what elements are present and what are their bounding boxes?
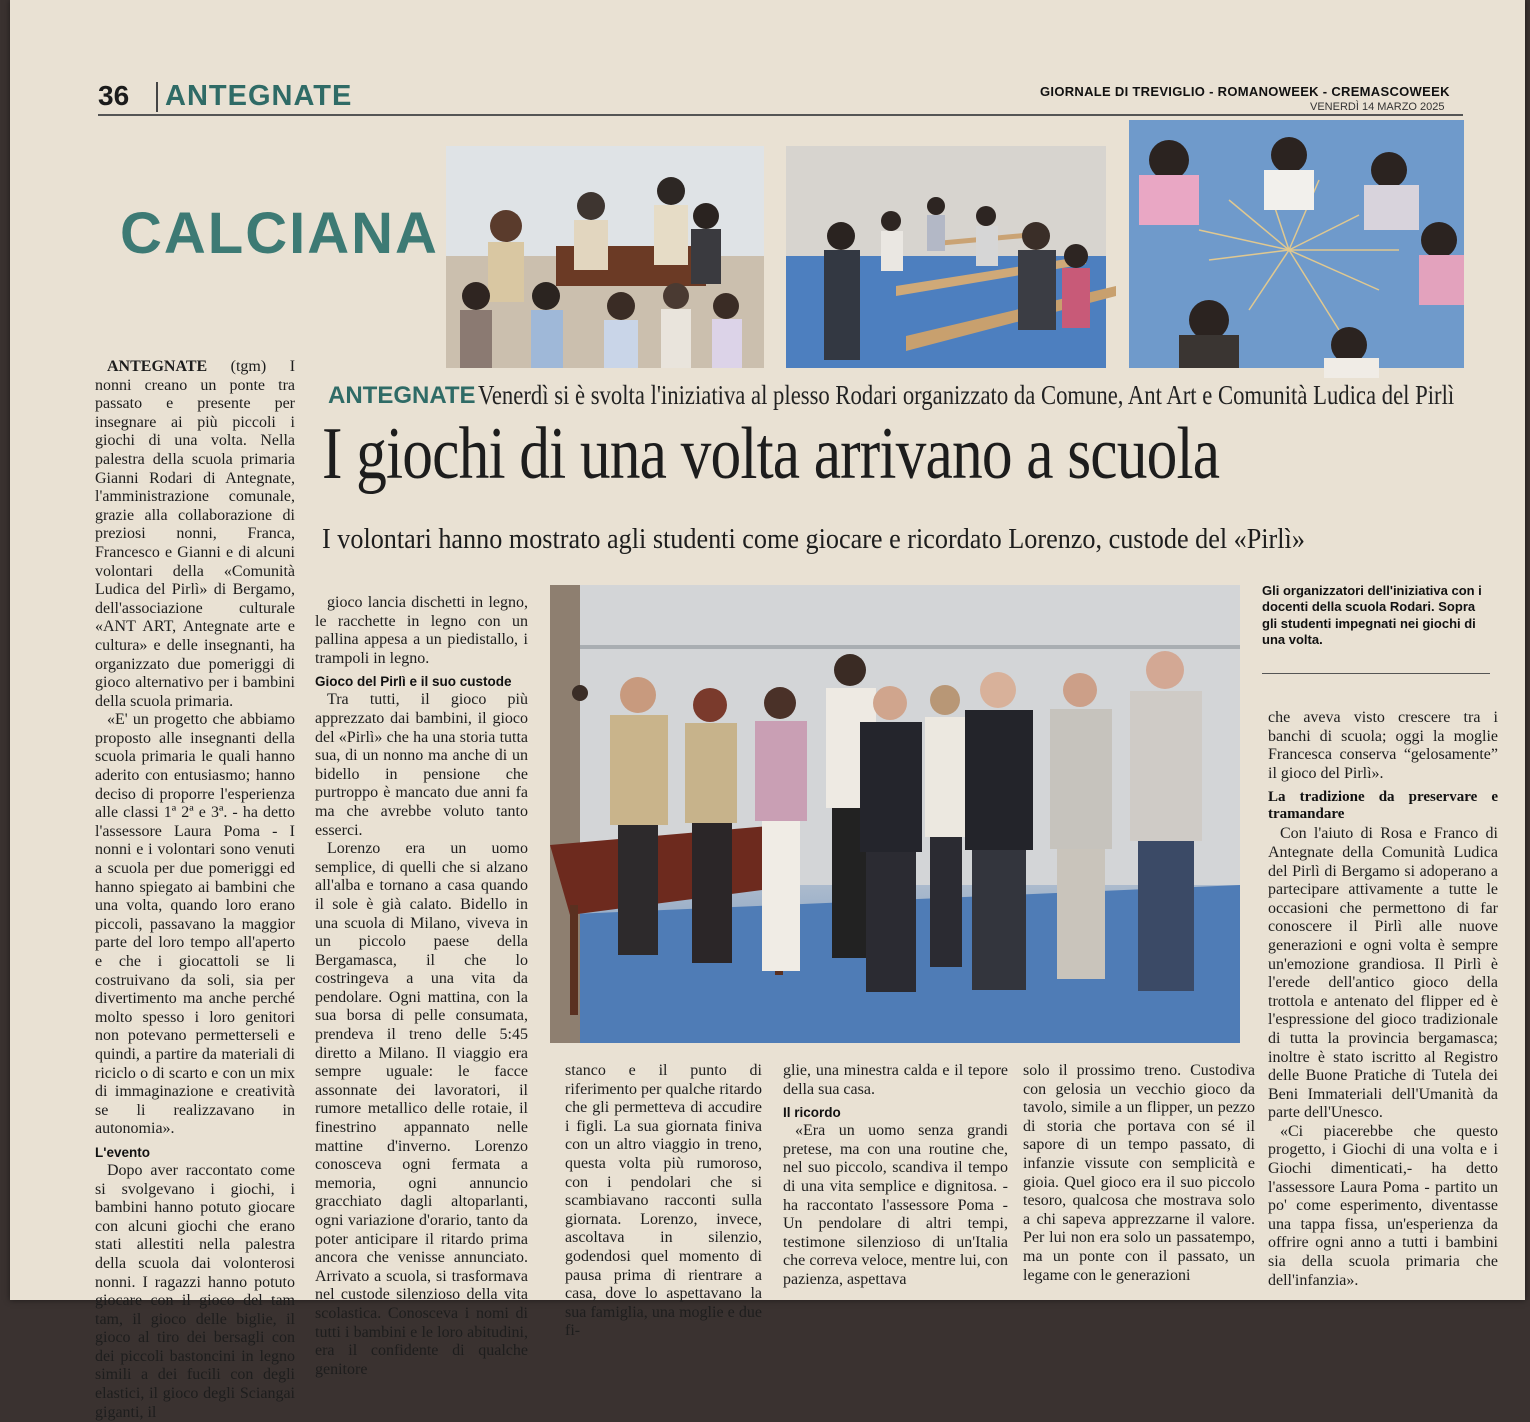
article-column-2 <box>315 594 528 1378</box>
article-column-1 <box>95 358 296 1421</box>
article-column-3 <box>565 1062 762 1340</box>
col3-paragraph-1: stanco e il punto di riferimento per qualche ritardo che gli permetteva di accudire i figli. La sua giornata finiva con un altro viaggio in treno, questa volta più rumoroso, con i pendolari che si scambiavano racconti sulla giornata. Lorenzo, invece, ascoltava in silenzio, godendosi quel momento di pausa prima di rientrare a casa, dove lo aspettavano la sua famiglia, una moglie e due fi- <box>565 1062 762 1340</box>
subheading-evento: L'evento <box>95 1144 150 1160</box>
caption-rule <box>1262 673 1490 674</box>
col6-paragraph-2: Con l'aiuto di Rosa e Franco di Antegnate della Comunità Ludica del Pirlì di Bergamo si adoperano a partecipare attivamente a tutte le occasioni che permettono di far conoscere il Pirlì alle nuove generazioni e ogni volta è sempre un'emozione grandiosa. Il Pirlì è l'erede dell'antico gioco della trottola e antenato del flipper ed è l'espressione del gioco tradizionale di tutta la provincia bergamasca; inoltre è stato iscritto al Registro delle Buone Pratiche di Tutela dei Beni Immateriali dell'Umanità da parte dell'Unesco. <box>1268 825 1498 1122</box>
byline: (tgm) <box>230 358 267 375</box>
col1-paragraph-1: I nonni creano un ponte tra passato e presente per insegnare ai più piccoli i giochi di una volta. Nella palestra della scuola primaria Gianni Rodari di Antegnate, l'amministrazione comunale, grazie alla collaborazione di preziosi nonni, Franca, Francesco e Gianni e di alcuni volontari della «Comunità Ludica del Pirlì» di Bergamo, dell'associazione culturale «ANT ART, Antegnate arte e cultura» e delle insegnanti, ha organizzato due pomeriggi di gioco alternativo per i bambini della scuola primaria. <box>95 358 296 710</box>
article-column-6 <box>1268 709 1498 1299</box>
issue-date: VENERDÌ 14 MARZO 2025 <box>1310 101 1445 113</box>
col1-paragraph-2: «E' un progetto che abbiamo proposto alle insegnanti della scuola primaria le quali hanno aderito con entusiasmo; hanno deciso di proporre l'esperienza alle classi 1ª 2ª e 3ª. - ha detto l'assessore Laura Poma - I nonni e i volontari sono venuti a scuola per due pomeriggi ed hanno spiegato ai bambini che una volta, quando loro erano piccoli, passavano la maggior parte del loro tempo all'aperto e che i giocattoli se li costruivano da soli, sia per divertimento ma anche perché molto spesso i loro genitori non potevano permetterseli e quindi, a partire da materiali di riciclo o di scarto e con un mix di immaginazione e creatività se li realizzavano in autonomia». <box>95 711 295 1138</box>
photo-gym-tables <box>786 146 1106 368</box>
kicker: Venerdì si è svolta l'iniziativa al plesso Rodari organizzato da Comune, Ant Art e Comunità Ludica del Pirlì <box>478 380 1455 410</box>
subheadline: I volontari hanno mostrato agli studenti come giocare e ricordato Lorenzo, custode del «Pirlì» <box>322 524 1305 555</box>
subheading-ricordo: Il ricordo <box>783 1105 841 1121</box>
newspaper-page <box>10 0 1525 1421</box>
col2-paragraph-2: Tra tutti, il gioco più apprezzato dai bambini, il gioco del «Pirlì» che ha una storia tutta sua, di un nonno ma anche di un bidello in pensione che purtroppo è mancato due anni fa ma che avrebbe voluto tanto esserci. <box>315 691 528 839</box>
dateline: ANTEGNATE <box>107 358 208 375</box>
article-column-4 <box>783 1062 1008 1298</box>
col2-paragraph-3: Lorenzo era un uomo semplice, di quelli che si alzano all'alba e tornano a casa quando il sole è già calato. Bidello in una scuola di Milano, viveva in un piccolo paese della Bergamasca, il che lo costringeva a una vita da pendolare. Ogni mattina, con la sua borsa di pelle consumata, prendeva il treno delle 5:45 diretto a Milano. Il viaggio era sempre uguale: le facce assonnate dei lavoratori, il rumore metallico delle rotaie, il finestrino appannato nelle mattine d'inverno. Lorenzo conosceva ogni fermata a memoria, ogni annuncio gracchiato dagli altoparlanti, ogni variazione d'orario, tanto da poter anticipare il ritardo prima ancora che venisse annunciato. Arrivato a scuola, si trasformava nel custode silenzioso della vita scolastica. Conosceva i nomi di tutti i bambini e le loro abitudini, era il confidente di qualche genitore <box>315 840 528 1378</box>
kicker-place: ANTEGNATE <box>328 382 476 409</box>
headline: I giochi di una volta arrivano a scuola <box>322 413 1220 495</box>
newspaper-name: GIORNALE DI TREVIGLIO - ROMANOWEEK - CREMASCOWEEK <box>1040 84 1450 99</box>
page-number: 36 <box>98 80 130 111</box>
photo-kids-game-table-image <box>446 146 764 368</box>
photo-group-organizers <box>550 585 1240 1043</box>
photo-gym-tables-image <box>786 146 1106 368</box>
article-column-5 <box>1023 1062 1255 1298</box>
subheading-tradizione: La tradizione da preservare e tramandare <box>1268 789 1498 823</box>
col4-paragraph-2: «Era un uomo senza grandi pretese, ma con una routine che, nel suo piccolo, scandiva il tempo di una vita semplice e dignitosa. - ha raccontato l'assessore Poma - Un pendolare di altri tempi, testimone silenzioso di un'Italia che correva veloce, mentre lui, con pazienza, aspettava <box>783 1122 1008 1288</box>
col6-paragraph-3: «Ci piacerebbe che questo progetto, i Giochi di una volta e i Giochi dimenticati,- ha detto l'assessore Laura Poma - partito un po' come esperimento, diventasse una tappa fissa, un'esperienza da offrire ogni anno a tutti i bambini sia della scuola primaria che dell'infanzia». <box>1268 1122 1498 1289</box>
col6-paragraph-1: che aveva visto crescere tra i banchi di scuola; oggi la moglie Francesca conserva “gelosamente” il gioco del Pirlì». <box>1268 709 1498 782</box>
place-label: CALCIANA <box>120 201 439 266</box>
place-label-box <box>102 148 439 348</box>
subheading-pirli: Gioco del Pirlì e il suo custode <box>315 674 512 690</box>
col2-paragraph-1: gioco lancia dischetti in legno, le racchette in legno con un pallina appesa a un piedistallo, i trampoli in legno. <box>315 594 528 667</box>
photo-group-organizers-image <box>550 585 1240 1043</box>
header-divider <box>156 82 158 112</box>
col4-paragraph-1: glie, una minestra calda e il tepore della sua casa. <box>783 1062 1008 1098</box>
photo-floor-sticks-image <box>1129 120 1464 368</box>
section-title: ANTEGNATE <box>165 80 353 112</box>
header-rule <box>98 114 1463 116</box>
photo-caption: Gli organizzatori dell'iniziativa con i docenti della scuola Rodari. Sopra gli studenti impegnati nei giochi di una volta. <box>1262 583 1482 647</box>
col5-paragraph-1: solo il prossimo treno. Custodiva con gelosia un vecchio gioco da tavolo, simile a un flipper, un pezzo di storia che portava con sé il sapore di un tempo passato, di infanzie vissute con semplicità e gioia. Quel gioco era il suo piccolo tesoro, qualcosa che mostrava solo a chi sapeva apprezzarne il valore. Per lui non era solo un passatempo, ma un ponte con il passato, un legame con le generazioni <box>1023 1062 1255 1284</box>
photo-floor-sticks <box>1129 120 1464 368</box>
photo-kids-game-table <box>446 146 764 368</box>
col1-paragraph-3: Dopo aver raccontato come si svolgevano i giochi, i bambini hanno potuto giocare con alcuni giochi che erano stati allestiti nella palestra della scuola dai volonterosi nonni. I ragazzi hanno potuto giocare con il gioco del tam tam, il gioco delle biglie, il gioco al tiro dei bersagli con dei piccoli bastoncini in legno simili a dei fucili con degli elastici, il gioco degli Sciangai giganti, il <box>95 1161 295 1421</box>
